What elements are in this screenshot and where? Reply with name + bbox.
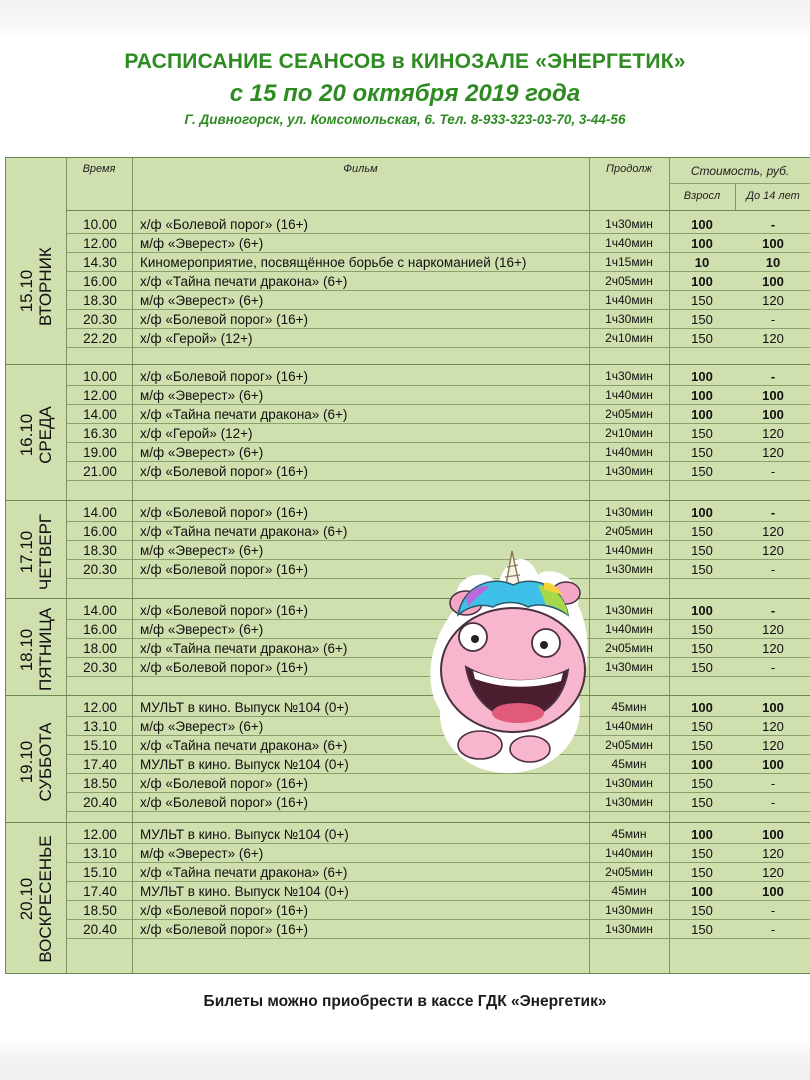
- header-adult: Взросл: [683, 190, 721, 202]
- session-time: 16.00: [83, 274, 117, 289]
- session-price-adult: 100: [691, 700, 713, 715]
- session-time: 14.00: [83, 603, 117, 618]
- session-duration: 2ч05мин: [605, 738, 653, 752]
- session-price-child: -: [770, 795, 776, 810]
- session-price-adult: 100: [691, 505, 713, 520]
- session-film: х/ф «Болевой порог» (16+): [140, 562, 309, 577]
- session-time: 12.00: [83, 827, 117, 842]
- top-band: [0, 0, 810, 38]
- day-label: [6, 503, 66, 601]
- day-label: [6, 215, 66, 367]
- day-divider: [6, 500, 810, 501]
- session-price-adult: 150: [691, 795, 713, 810]
- day-date: 20.10: [17, 877, 36, 921]
- session-film: МУЛЬТ в кино. Выпуск №104 (0+): [140, 827, 349, 842]
- session-price-child: 120: [762, 524, 784, 539]
- session-time: 21.00: [83, 464, 117, 479]
- session-time: 10.00: [83, 369, 117, 384]
- session-time: 19.00: [83, 445, 117, 460]
- session-price-adult: 10: [694, 255, 710, 270]
- header-child: До 14 лет: [746, 190, 800, 202]
- session-time: 20.40: [83, 922, 117, 937]
- session-price-adult: 150: [691, 903, 713, 918]
- session-duration: 1ч30мин: [605, 795, 653, 809]
- session-duration: 1ч30мин: [605, 776, 653, 790]
- session-price-adult: 150: [691, 464, 713, 479]
- session-time: 18.50: [83, 903, 117, 918]
- session-film: х/ф «Болевой порог» (16+): [140, 464, 309, 479]
- session-time: 18.00: [83, 641, 117, 656]
- session-time: 12.00: [83, 700, 117, 715]
- col-divider: [66, 158, 67, 973]
- header-duration: Продолж: [606, 163, 652, 175]
- session-film: м/ф «Эверест» (6+): [140, 622, 264, 637]
- session-duration: 1ч30мин: [605, 922, 653, 936]
- session-price-child: 100: [762, 407, 784, 422]
- session-price-child: 120: [762, 445, 784, 460]
- session-duration: 1ч30мин: [605, 464, 653, 478]
- session-price-child: -: [770, 922, 776, 937]
- session-price-adult: 150: [691, 846, 713, 861]
- session-film: МУЛЬТ в кино. Выпуск №104 (0+): [140, 884, 349, 899]
- session-time: 16.00: [83, 622, 117, 637]
- session-price-child: 120: [762, 738, 784, 753]
- session-price-adult: 150: [691, 445, 713, 460]
- header-price: Стоимость, руб.: [690, 164, 790, 178]
- session-time: 14.00: [83, 505, 117, 520]
- day-label: [6, 825, 66, 973]
- day-date: 18.10: [17, 628, 36, 671]
- session-price-child: -: [770, 603, 776, 618]
- session-film: х/ф «Болевой порог» (16+): [140, 795, 309, 810]
- session-price-adult: 100: [691, 236, 713, 251]
- session-price-adult: 100: [691, 217, 713, 232]
- session-price-adult: 150: [691, 331, 713, 346]
- col-divider: [132, 158, 133, 973]
- header-film: Фильм: [343, 163, 378, 175]
- session-film: м/ф «Эверест» (6+): [140, 236, 264, 251]
- session-price-child: 100: [762, 388, 784, 403]
- row-divider: [66, 811, 810, 812]
- unicorn-sticker-icon: [418, 545, 596, 777]
- session-time: 22.20: [83, 331, 117, 346]
- day-weekday: СРЕДА: [36, 406, 55, 464]
- session-price-adult: 100: [691, 757, 713, 772]
- day-label: [6, 601, 66, 698]
- date-range: с 15 по 20 октября 2019 года: [229, 80, 581, 107]
- day-divider: [6, 822, 810, 823]
- session-price-child: 120: [762, 865, 784, 880]
- session-film: х/ф «Болевой порог» (16+): [140, 603, 309, 618]
- session-price-adult: 150: [691, 641, 713, 656]
- header-time: Время: [82, 163, 116, 175]
- session-time: 20.30: [83, 660, 117, 675]
- session-price-child: 120: [762, 293, 784, 308]
- day-divider: [6, 364, 810, 365]
- session-price-child: -: [770, 903, 776, 918]
- session-price-adult: 150: [691, 293, 713, 308]
- session-film: х/ф «Болевой порог» (16+): [140, 776, 309, 791]
- session-duration: 1ч30мин: [605, 603, 653, 617]
- session-duration: 45мин: [611, 757, 647, 771]
- session-price-adult: 100: [691, 274, 713, 289]
- session-film: Киномероприятие, посвящённое борьбе с наркоманией (16+): [140, 255, 527, 270]
- session-price-adult: 150: [691, 738, 713, 753]
- row-divider: [66, 347, 810, 348]
- session-film: х/ф «Болевой порог» (16+): [140, 903, 309, 918]
- schedule-table: [5, 157, 810, 974]
- day-date: 15.10: [17, 269, 36, 313]
- session-duration: 1ч30мин: [605, 312, 653, 326]
- session-price-adult: 100: [691, 388, 713, 403]
- session-duration: 1ч30мин: [605, 660, 653, 674]
- session-price-adult: 150: [691, 719, 713, 734]
- session-duration: 1ч30мин: [605, 562, 653, 576]
- session-time: 12.00: [83, 388, 117, 403]
- address-line: Г. Дивногорск, ул. Комсомольская, 6. Тел. 8-933-323-03-70, 3-44-56: [184, 112, 626, 127]
- session-duration: 1ч40мин: [605, 622, 653, 636]
- session-film: МУЛЬТ в кино. Выпуск №104 (0+): [140, 757, 349, 772]
- session-price-child: 100: [762, 236, 784, 251]
- session-time: 18.30: [83, 293, 117, 308]
- session-time: 18.50: [83, 776, 117, 791]
- session-price-child: 120: [762, 543, 784, 558]
- session-film: м/ф «Эверест» (6+): [140, 846, 264, 861]
- session-duration: 2ч05мин: [605, 274, 653, 288]
- session-duration: 1ч40мин: [605, 719, 653, 733]
- session-price-child: 120: [762, 641, 784, 656]
- header-divider: [66, 210, 810, 211]
- session-time: 16.30: [83, 426, 117, 441]
- session-film: х/ф «Болевой порог» (16+): [140, 505, 309, 520]
- session-price-child: -: [770, 369, 776, 384]
- session-time: 15.10: [83, 738, 117, 753]
- session-time: 17.40: [83, 884, 117, 899]
- session-film: м/ф «Эверест» (6+): [140, 719, 264, 734]
- day-weekday: ПЯТНИЦА: [36, 607, 55, 691]
- day-weekday: ВОСКРЕСЕНЬЕ: [36, 835, 55, 963]
- session-film: м/ф «Эверест» (6+): [140, 445, 264, 460]
- session-time: 14.00: [83, 407, 117, 422]
- session-price-child: -: [770, 562, 776, 577]
- row-divider: [66, 938, 810, 939]
- row-divider: [669, 183, 810, 184]
- session-price-adult: 150: [691, 543, 713, 558]
- session-film: х/ф «Болевой порог» (16+): [140, 312, 309, 327]
- session-film: х/ф «Тайна печати дракона» (6+): [140, 641, 348, 656]
- day-label: [6, 698, 66, 825]
- session-price-adult: 150: [691, 922, 713, 937]
- session-price-child: -: [770, 312, 776, 327]
- session-duration: 2ч10мин: [605, 331, 653, 345]
- session-duration: 1ч40мин: [605, 236, 653, 250]
- session-film: х/ф «Болевой порог» (16+): [140, 922, 309, 937]
- session-price-child: 10: [765, 255, 781, 270]
- session-price-child: 100: [762, 274, 784, 289]
- session-price-child: -: [770, 464, 776, 479]
- session-price-adult: 150: [691, 622, 713, 637]
- session-film: х/ф «Герой» (12+): [140, 426, 253, 441]
- session-price-adult: 100: [691, 369, 713, 384]
- session-time: 10.00: [83, 217, 117, 232]
- day-date: 16.10: [17, 413, 36, 457]
- session-price-adult: 150: [691, 524, 713, 539]
- session-duration: 1ч40мин: [605, 846, 653, 860]
- day-divider: [6, 695, 810, 696]
- session-price-child: 120: [762, 846, 784, 861]
- session-film: х/ф «Болевой порог» (16+): [140, 217, 309, 232]
- session-film: х/ф «Герой» (12+): [140, 331, 253, 346]
- session-price-adult: 150: [691, 776, 713, 791]
- session-time: 13.10: [83, 846, 117, 861]
- session-duration: 1ч30мин: [605, 505, 653, 519]
- session-duration: 2ч05мин: [605, 407, 653, 421]
- day-weekday: ЧЕТВЕРГ: [36, 513, 55, 591]
- day-date: 19.10: [17, 740, 36, 783]
- session-price-child: 120: [762, 622, 784, 637]
- session-price-child: 120: [762, 331, 784, 346]
- session-time: 18.30: [83, 543, 117, 558]
- session-film: х/ф «Тайна печати дракона» (6+): [140, 407, 348, 422]
- day-date: 17.10: [17, 530, 36, 574]
- session-price-child: -: [770, 776, 776, 791]
- session-price-adult: 100: [691, 407, 713, 422]
- session-duration: 45мин: [611, 827, 647, 841]
- session-film: х/ф «Болевой порог» (16+): [140, 660, 309, 675]
- session-price-adult: 150: [691, 426, 713, 441]
- session-duration: 2ч05мин: [605, 641, 653, 655]
- session-duration: 2ч05мин: [605, 865, 653, 879]
- session-price-adult: 100: [691, 603, 713, 618]
- session-time: 20.30: [83, 312, 117, 327]
- day-label: [6, 367, 66, 503]
- session-duration: 1ч40мин: [605, 293, 653, 307]
- session-film: х/ф «Болевой порог» (16+): [140, 369, 309, 384]
- session-duration: 1ч30мин: [605, 903, 653, 917]
- session-price-child: 100: [762, 757, 784, 772]
- page-title: РАСПИСАНИЕ СЕАНСОВ в КИНОЗАЛЕ «ЭНЕРГЕТИК»: [124, 50, 686, 73]
- session-price-child: 100: [762, 700, 784, 715]
- session-price-adult: 100: [691, 827, 713, 842]
- session-price-adult: 150: [691, 660, 713, 675]
- session-film: м/ф «Эверест» (6+): [140, 543, 264, 558]
- session-price-child: 100: [762, 884, 784, 899]
- session-price-child: 120: [762, 719, 784, 734]
- session-price-adult: 150: [691, 312, 713, 327]
- session-duration: 1ч15мин: [605, 255, 653, 269]
- session-duration: 1ч30мин: [605, 369, 653, 383]
- session-time: 14.30: [83, 255, 117, 270]
- session-time: 16.00: [83, 524, 117, 539]
- session-film: м/ф «Эверест» (6+): [140, 293, 264, 308]
- session-price-child: 100: [762, 827, 784, 842]
- session-duration: 1ч40мин: [605, 445, 653, 459]
- session-film: х/ф «Тайна печати дракона» (6+): [140, 865, 348, 880]
- session-duration: 1ч40мин: [605, 543, 653, 557]
- session-film: м/ф «Эверест» (6+): [140, 388, 264, 403]
- day-weekday: СУББОТА: [36, 722, 55, 802]
- session-price-adult: 150: [691, 562, 713, 577]
- session-film: х/ф «Тайна печати дракона» (6+): [140, 524, 348, 539]
- session-time: 20.30: [83, 562, 117, 577]
- session-duration: 1ч30мин: [605, 217, 653, 231]
- session-time: 17.40: [83, 757, 117, 772]
- session-price-adult: 150: [691, 865, 713, 880]
- session-film: х/ф «Тайна печати дракона» (6+): [140, 274, 348, 289]
- footer-note: Билеты можно приобрести в кассе ГДК «Энергетик»: [203, 993, 607, 1010]
- session-film: МУЛЬТ в кино. Выпуск №104 (0+): [140, 700, 349, 715]
- session-time: 20.40: [83, 795, 117, 810]
- session-price-adult: 100: [691, 884, 713, 899]
- bottom-band: [0, 1040, 810, 1080]
- session-price-child: 120: [762, 426, 784, 441]
- session-price-child: -: [770, 660, 776, 675]
- session-duration: 2ч10мин: [605, 426, 653, 440]
- session-duration: 45мин: [611, 700, 647, 714]
- session-duration: 1ч40мин: [605, 388, 653, 402]
- session-time: 13.10: [83, 719, 117, 734]
- session-price-child: -: [770, 505, 776, 520]
- day-divider: [6, 598, 810, 599]
- day-weekday: ВТОРНИК: [36, 247, 55, 326]
- row-divider: [66, 480, 810, 481]
- session-film: х/ф «Тайна печати дракона» (6+): [140, 738, 348, 753]
- session-duration: 45мин: [611, 884, 647, 898]
- session-time: 15.10: [83, 865, 117, 880]
- session-time: 12.00: [83, 236, 117, 251]
- session-price-child: -: [770, 217, 776, 232]
- session-duration: 2ч05мин: [605, 524, 653, 538]
